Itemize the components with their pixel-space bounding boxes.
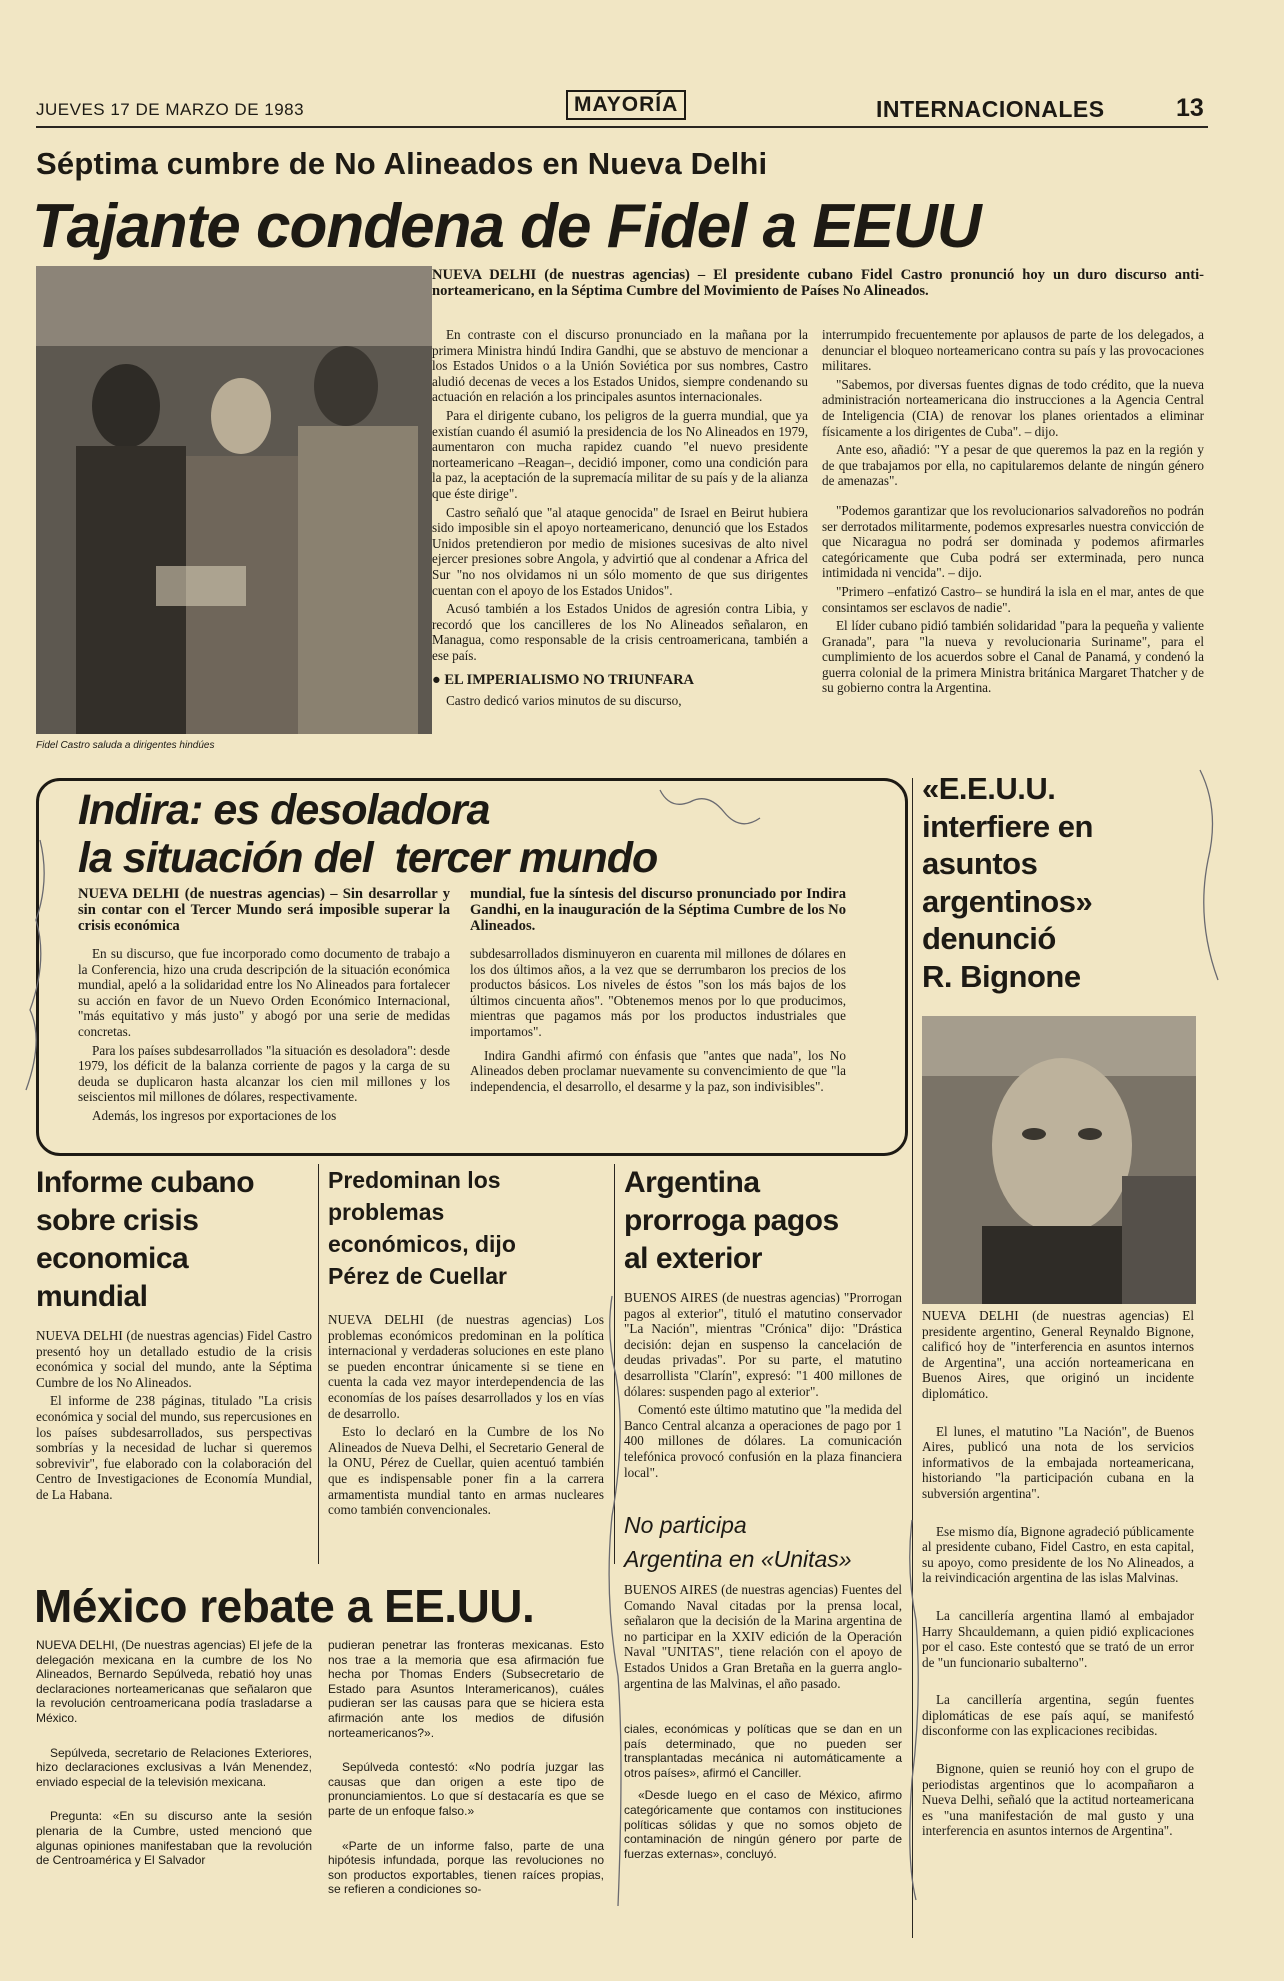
- headline-line: argentinos»: [922, 883, 1093, 919]
- paragraph: NUEVA DELHI (de nuestras agencias) Los problemas económicos predominan en la política internacional y verdaderas soluciones en este plano se pueden encontrar únicamente si se tiene en cuenta la cada vez mayor interdependencia de las economías de los países desarrollados y los en vías de desarrollo.: [328, 1312, 604, 1421]
- bignone-body: [922, 1308, 1194, 1842]
- headline-line: asuntos: [922, 846, 1038, 881]
- headline-line: denunció: [922, 921, 1056, 956]
- pagos-headline: [624, 1164, 839, 1278]
- headline-line: problemas: [328, 1199, 445, 1225]
- masthead-date: JUEVES 17 DE MARZO DE 1983: [36, 100, 305, 119]
- headline-line: Argentina: [624, 1166, 760, 1199]
- mexico-col1: [36, 1638, 312, 1876]
- paragraph: NUEVA DELHI (de nuestras agencias) El presidente argentino, General Reynaldo Bignone, calificó hoy de "interferencia en asuntos internos de Argentina", una acción norteamericana en Buenos Aires, que originó un incidente diplomático.: [922, 1308, 1194, 1401]
- main-col1: [432, 327, 808, 712]
- paragraph: La cancillería argentina llamó al embajador Harry Shcauldemann, a quien pidió explicaciones por el caso. Este contestó que se trató de un error de "un funcionario subalterno".: [922, 1607, 1194, 1670]
- paragraph: Para el dirigente cubano, los peligros de la guerra mundial, que ya existían cuando él asumió la presidencia de los No Alineados en 1979, aumentaron con mucha rapidez cuando "el nuevo presidente norteamericano –Reagan–, decidió imponer, como una condición para la paz, la aceptación de la supremacía militar de su país y de la alianza que éste dirige".: [432, 407, 808, 501]
- section-title: INTERNACIONALES: [876, 96, 1105, 122]
- paragraph: "Primero –enfatizó Castro– se hundirá la isla en el mar, antes de que consintamos ser esclavos de nadie".: [822, 583, 1204, 615]
- paragraph: El líder cubano pidió también solidaridad "para la pequeña y valiente Granada", para "la nueva y revolucionaria Suriname", para el cumplimiento de los acuerdos sobre el Canal de Panamá, y condenó la guerra colonial de la primera Ministra británica Margaret Thatcher y de su gobierno contra la Argentina.: [822, 618, 1204, 696]
- paragraph: interrumpido frecuentemente por aplausos de parte de los delegados, a denunciar el bloqueo norteamericano contra su país y las provocaciones militares.: [822, 327, 1204, 374]
- masthead-rule: [36, 126, 1208, 128]
- headline-line: «E.E.U.U.: [922, 771, 1056, 806]
- paragraph: Para los países subdesarrollados "la situación es desoladora": desde 1979, los déficit de la balanza corriente de pagos y la carga de su deuda se duplicaron hasta alcanzar los cien mil millones y los seiscientos mil millones de dólares, respectivamente.: [78, 1042, 450, 1105]
- headline-line: Informe cubano: [36, 1166, 255, 1199]
- pagos-body: [624, 1290, 902, 1483]
- paragraph: pudieran penetrar las fronteras mexicanas. Esto nos trae a la memoria que esa afirmación fue hecha por Thomas Enders (Subsecretario de Estado para Asuntos Interamericanos), cuáles pudieran ser las causas para que se hiciera esta afirmación ante los medios de difusión norteamericanos?».: [328, 1638, 604, 1740]
- bignone-photo: [922, 1016, 1196, 1304]
- cuba-report-headline: [36, 1164, 254, 1316]
- cuellar-headline: [328, 1164, 516, 1292]
- paragraph: En su discurso, que fue incorporado como documento de trabajo a la Conferencia, hizo una cruda descripción de la situación económica mundial, apeló a la solidaridad entre los No Alineados para fortalecer su acción en favor de un Nuevo Orden Económico Internacional, "más equitativo y más justo" y abogó por una serie de medidas concretas.: [78, 946, 450, 1039]
- headline-line: prorroga pagos: [624, 1204, 839, 1237]
- headline-line: Predominan los: [328, 1167, 501, 1193]
- photo-caption: Fidel Castro saluda a dirigentes hindúes: [36, 740, 215, 751]
- headline-line: R. Bignone: [922, 958, 1081, 994]
- headline-line: Pérez de Cuellar: [328, 1263, 507, 1289]
- paragraph: Castro señaló que "al ataque genocida" de Israel en Beirut hubiera sido imposible sin el apoyo norteamericano, denunció que los Estados Unidos pretendieron por medio de misiones sucesivas de alto nivel ejercer presiones sobre Angola, y advirtió que al condenar a Africa del Sur "no nos olvidamos ni un sólo momento de que sus dirigentes cuentan con el apoyo de los Estados Unidos".: [432, 504, 808, 598]
- indira-col1: [78, 946, 450, 1127]
- unitas-headline: [624, 1508, 852, 1576]
- paragraph: Comentó este último matutino que "la medida del Banco Central alcanza a operaciones de pago por 1 400 millones de dólares. La comunicación telefónica provocó confusión en la plaza financiera local".: [624, 1402, 902, 1480]
- subhead-text: EL IMPERIALISMO NO TRIUNFARA: [444, 672, 695, 689]
- castro-photo-image: [36, 266, 432, 734]
- paragraph: Acusó también a los Estados Unidos de agresión contra Libia, y recordó que los cancilleres de los No Alineados señalaron, en Managua, como responsable de la crisis centroamericana, también a ese país.: [432, 601, 808, 663]
- paragraph: En contraste con el discurso pronunciado en la mañana por la primera Ministra hindú Indira Gandhi, que se abstuvo de mencionar a los Estados Unidos o a la Unión Soviética por sus nombres, Castro aludió decenas de veces a los Estados Unidos, siempre condenando su actuación en relación a los principales asuntos internacionales.: [432, 327, 808, 405]
- paragraph: NUEVA DELHI (de nuestras agencias) Fidel Castro presentó hoy un detallado estudio de la crisis económica y social del mundo, ante la Séptima Cumbre de los No Alineados.: [36, 1328, 312, 1390]
- bignone-photo-image: [922, 1016, 1196, 1304]
- castro-photo: [36, 266, 432, 734]
- paragraph: BUENOS AIRES (de nuestras agencias) "Prorrogan pagos al exterior", tituló el matutino conservador "La Nación", mientras "Crónica" dijo: "Drástica decisión: dejan en suspenso la cancelación de deudas privadas". Por su parte, el matutino desarrollista "Clarín", expresó: "1 400 millones de dólares: suspenden pago al exterior".: [624, 1290, 902, 1399]
- paragraph: Sepúlveda, secretario de Relaciones Exteriores, hizo declaraciones exclusivas a Iván Menendez, enviado especial de la televisión mexicana.: [36, 1745, 312, 1789]
- paragraph: Además, los ingresos por exportaciones de los: [92, 1107, 337, 1123]
- headline-line: interfiere en: [922, 808, 1093, 844]
- paragraph: Esto lo declaró en la Cumbre de los No Alineados de Nueva Delhi, el Secretario General de la ONU, Pérez de Cuellar, quien acentuó también que es indispensable poner fin a la carrera armamentista mundial tanto en armas nucleares como también convencionales.: [328, 1424, 604, 1518]
- headline-line: al exterior: [624, 1242, 762, 1275]
- indira-headline-2: la situación del tercer mundo: [78, 834, 658, 882]
- main-col2: [822, 327, 1204, 699]
- paragraph: Pregunta: «En su discurso ante la sesión plenaria de la Cumbre, usted mencionó que algunas opiniones manifestaban que la revolución de Centroamérica y El Salvador: [36, 1809, 312, 1868]
- bignone-headline: [922, 770, 1093, 995]
- paragraph: Indira Gandhi afirmó con énfasis que "antes que nada", los No Alineados deben proclamar nuevamente su convencimiento de que "la independencia, el desarrollo, el desarme y la paz, son indivisibles".: [470, 1047, 846, 1094]
- paragraph: La cancillería argentina, según fuentes diplomáticas de ese país aquí, se manifestó disconforme con las explicaciones recibidas.: [922, 1692, 1194, 1739]
- indira-lede-left: NUEVA DELHI (de nuestras agencias) – Sin desarrollar y sin contar con el Tercer Mundo será imposible superar la crisis económica: [78, 886, 450, 934]
- cuba-report-body: [36, 1328, 312, 1506]
- paragraph: Sepúlveda contestó: «No podría juzgar las causas que dan origen a este tipo de pronunciamientos. Lo que sí destacaría es que se parte de un enfoque falso.»: [328, 1760, 604, 1818]
- masthead-logo: MAYORÍA: [566, 90, 686, 120]
- headline-line: mundial: [36, 1280, 148, 1313]
- main-headline: Tajante condena de Fidel a EEUU: [32, 192, 981, 261]
- paragraph: ciales, económicas y políticas que se dan en un país determinado, que no pueden ser transplantadas mecánica ni automáticamente a otros países», afirmó el Canciller.: [624, 1722, 902, 1780]
- main-lede: NUEVA DELHI (de nuestras agencias) – El presidente cubano Fidel Castro pronunció hoy un duro discurso anti-norteamericano, en la Séptima Cumbre del Movimiento de Países No Alineados.: [432, 267, 1204, 299]
- unitas-body: [624, 1582, 902, 1694]
- headline-line: No participa: [624, 1512, 747, 1538]
- indira-headline-1: Indira: es desoladora: [78, 786, 490, 834]
- paragraph: "Sabemos, por diversas fuentes dignas de todo crédito, que la nueva administración norteamericana dio instrucciones a la Agencia Central de Inteligencia (CIA) de renovar los planes orientados a eliminar físicamente a los dirigentes de Cuba". – dijo.: [822, 376, 1204, 439]
- mexico-col3: [624, 1722, 902, 1869]
- page-number: 13: [1176, 94, 1204, 122]
- headline-line: económicos, dijo: [328, 1231, 516, 1257]
- paragraph: «Desde luego en el caso de México, afirmo categóricamente que contamos con instituciones políticas sólidas y que no somos objeto de contaminación de ningún género por parte de fuerzas externas», concluyó.: [624, 1788, 902, 1861]
- main-kicker: Séptima cumbre de No Alineados en Nueva Delhi: [36, 146, 768, 181]
- paragraph: NUEVA DELHI, (De nuestras agencias) El jefe de la delegación mexicana en la cumbre de los No Alineados, Bernardo Sepúlveda, rebatió hoy unas declaraciones norteamericanas que señalaron que la revolución centroamericana podía trasladarse a México.: [36, 1638, 312, 1725]
- paragraph: Ante eso, añadió: "Y a pesar de que queremos la paz en la región y de que trabajamos por ella, no capitularemos delante de ningún género de amenazas".: [822, 442, 1204, 489]
- cuellar-body: [328, 1312, 604, 1521]
- paragraph: Ese mismo día, Bignone agradeció públicamente al presidente cubano, Fidel Castro, en esta capital, su apoyo, como presidente de los No Alineados, a la reivindicación argentina de las islas Malvinas.: [922, 1523, 1194, 1586]
- indira-lede-right: mundial, fue la síntesis del discurso pronunciado por Indira Gandhi, en la inauguración de la Séptima Cumbre de los No Alineados.: [470, 886, 846, 934]
- paragraph: BUENOS AIRES (de nuestras agencias) Fuentes del Comando Naval citadas por la prensa local, señalaron que la decisión de la Marina argentina de no participar en la XXIV edición de la Operación Naval "UNITAS", tiene relación con el apoyo de Estados Unidos a Gran Bretaña en la guerra anglo-argentina de las Malvinas, el año pasado.: [624, 1582, 902, 1691]
- paragraph: subdesarrollados disminuyeron en cuarenta mil millones de dólares en los dos últimos años, a la vez que se derrumbaron los precios de los productos básicos. Los niveles de éstos "son los más bajos de los últimos cincuenta años". "Obtenemos menos por lo que producimos, mientras que pagamos más por los productos industriales que importamos".: [470, 946, 846, 1039]
- paragraph: «Parte de un informe falso, parte de una hipótesis infundada, porque las revoluciones no son productos exportables, tienen raíces propias, se refieren a condiciones so-: [328, 1838, 604, 1897]
- paragraph: "Podemos garantizar que los revolucionarios salvadoreños no podrán ser derrotados militarmente, podemos expresarles nuestra convicción de que Nicaragua no podrá ser dominada y podemos afirmarles categóricamente que Cuba podrá ser exterminada, pero nunca intimidada ni vencida". – dijo.: [822, 502, 1204, 581]
- indira-col2: [470, 946, 846, 1097]
- paragraph: El informe de 238 páginas, titulado "La crisis económica y social del mundo, sus repercusiones en los países subdesarrollados, sus perspectivas sombrías y la necesidad de luchar si queremos sobrevivir", fue elaborado con la colaboración del Centro de Investigaciones de Economía Mundial, de La Habana.: [36, 1393, 312, 1502]
- subhead: ● EL IMPERIALISMO NO TRIUNFARA: [432, 672, 695, 689]
- paragraph: El lunes, el matutino "La Nación", de Buenos Aires, publicó una nota de los servicios informativos de la embajada norteamericana, historiando "la participación cubana en la subversión argentina".: [922, 1423, 1194, 1501]
- paragraph: Bignone, quien se reunió hoy con el grupo de periodistas argentinos que lo acompañaron a Nueva Delhi, señaló que la actitud norteamericana es "una manifestación de mal gusto y una interferencia en asuntos internos de Argentina".: [922, 1761, 1194, 1839]
- headline-line: economica: [36, 1242, 189, 1275]
- column-divider: [912, 778, 913, 1938]
- mexico-col2: [328, 1638, 604, 1905]
- headline-line: Argentina en «Unitas»: [624, 1546, 852, 1572]
- paragraph: Castro dedicó varios minutos de su discurso,: [446, 693, 682, 709]
- column-divider: [318, 1164, 319, 1564]
- headline-line: sobre crisis: [36, 1204, 199, 1237]
- column-divider: [614, 1164, 615, 1564]
- mexico-headline: México rebate a EE.UU.: [34, 1580, 535, 1632]
